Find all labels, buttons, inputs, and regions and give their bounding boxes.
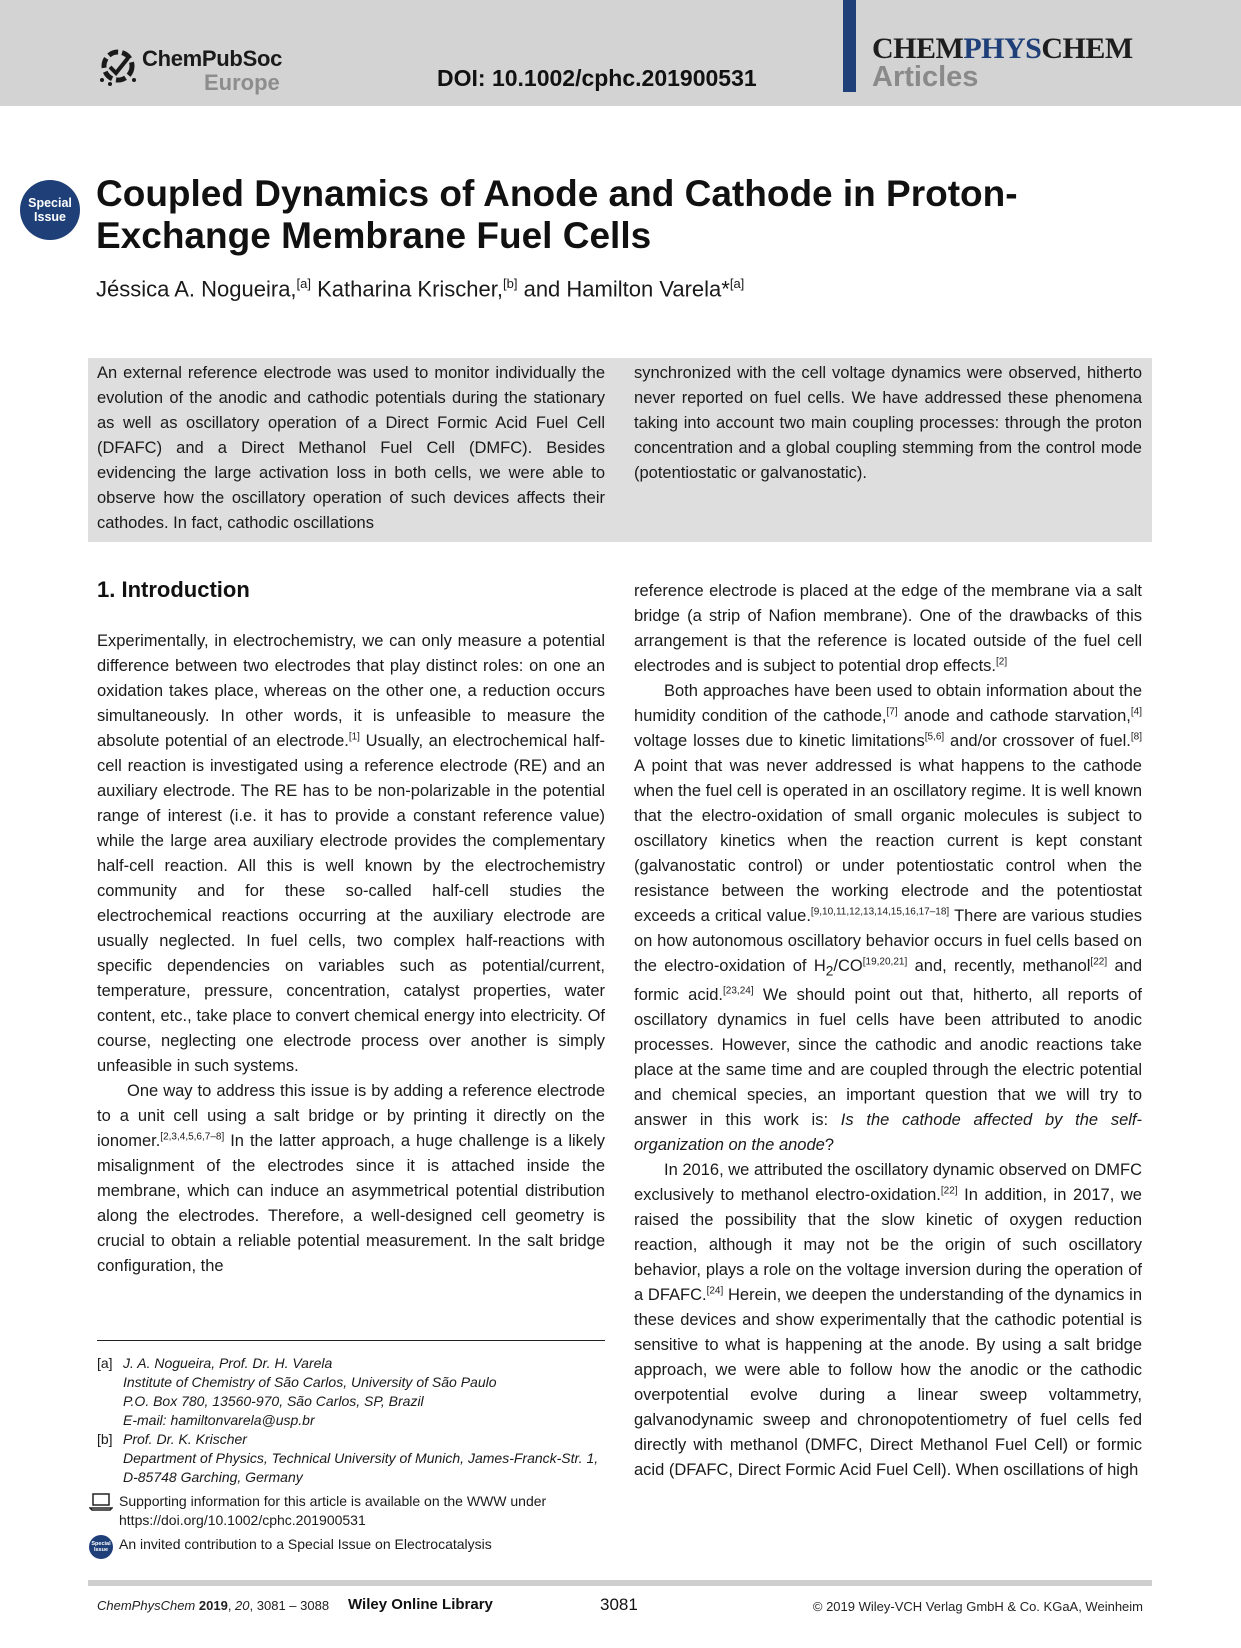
text: In addition, in 2017, we raised the possibility that the slow kinetic of oxygen reduction reaction, although it may not be the origin of such oscillatory behavior, plays a role on the voltage inversion during the operation of a DFAFC. xyxy=(634,1186,1142,1305)
body-column-left xyxy=(97,629,605,1279)
citation[interactable]: [22] xyxy=(940,1185,958,1197)
text: and formic acid. xyxy=(634,957,1142,1005)
email-link[interactable]: E-mail: hamiltonvarela@usp.br xyxy=(123,1412,315,1428)
affiliation-body xyxy=(123,1430,605,1487)
supporting-info-text[interactable]: Supporting information for this article is available on the WWW under https://doi.org/10.1002/cphc.201900531 xyxy=(119,1493,547,1528)
author-list xyxy=(96,276,744,302)
author-2: Katharina Krischer, xyxy=(311,276,503,302)
text: and/or crossover of fuel. xyxy=(944,732,1131,750)
footer-year: 2019 xyxy=(198,1598,228,1613)
footer-citation: ChemPhysChem 2019, 20, 3081 – 3088 xyxy=(97,1598,330,1613)
text: anode and cathode starvation, xyxy=(897,707,1131,725)
chempubsoc-logo-icon xyxy=(98,46,138,86)
footer-pages: 3081 – 3088 xyxy=(256,1598,330,1613)
abstract-right: synchronized with the cell voltage dynamics were observed, hitherto never reported on fuel cells. We have addressed these phenomena taking into account two main coupling processes: through the proton concentration and a global coupling stemming from the control mode (potentiostatic or galvanostatic). xyxy=(634,364,1142,482)
special-issue-text: An invited contribution to a Special Issue on Electrocatalysis xyxy=(119,1536,492,1552)
subscript: 2 xyxy=(825,963,834,979)
text: One way to address this issue is by adding a reference electrode to a unit cell using a salt bridge or by printing it directly on the ionomer. xyxy=(97,1082,605,1150)
publisher-sub: Europe xyxy=(204,70,280,95)
footnotes xyxy=(91,1354,605,1559)
text: voltage losses due to kinetic limitations xyxy=(634,732,925,750)
publisher-logo xyxy=(98,44,298,94)
abstract-left: An external reference electrode was used to monitor individually the evolution of the anodic and cathodic potentials during the stationary as well as oscillatory operation of a Direct Formic Acid Fuel Cell (DFAFC) and a Direct Methanol Fuel Cell (DMFC). Besides evidencing the large activation loss in both cells, we were able to observe how the oscillatory operation of such devices affects their cathodes. In fact, cathodic oscillations xyxy=(97,364,605,532)
citation[interactable]: [4] xyxy=(1130,706,1142,718)
laptop-icon xyxy=(89,1492,113,1512)
footer-journal: ChemPhysChem xyxy=(97,1598,196,1613)
publisher-name: ChemPubSoc xyxy=(142,46,283,71)
citation[interactable]: [2,3,4,5,6,7–8] xyxy=(160,1131,225,1143)
section-heading-introduction: 1. Introduction xyxy=(97,577,250,602)
doi[interactable]: DOI: 10.1002/cphc.201900531 xyxy=(437,65,757,91)
copyright: © 2019 Wiley-VCH Verlag GmbH & Co. KGaA, Weinheim xyxy=(812,1599,1143,1614)
affiliation-a xyxy=(97,1354,605,1430)
text: In the latter approach, a huge challenge is a likely misalignment of the electrodes since it is attached inside the membrane, which can induce an asymmetrical potential distribution along the electrodes. Therefore, a well-designed cell geometry is crucial to obtain a reliable potential measurement. In the salt bridge configuration, the xyxy=(97,1132,605,1275)
journal-accent-bar xyxy=(843,0,856,92)
badge-line1: Special xyxy=(28,196,72,210)
footer-rule xyxy=(88,1580,1152,1586)
author-3-affil: [a] xyxy=(729,276,745,291)
citation[interactable]: [23,24] xyxy=(723,985,754,997)
citation[interactable]: [19,20,21] xyxy=(862,956,908,968)
page-number: 3081 xyxy=(600,1595,638,1614)
paragraph xyxy=(634,579,1142,679)
journal-section: Articles xyxy=(872,61,979,93)
special-issue-notice xyxy=(91,1535,605,1559)
affiliation-line: J. A. Nogueira, Prof. Dr. H. Varela xyxy=(123,1355,333,1371)
text: and, recently, methanol xyxy=(907,957,1091,975)
paragraph xyxy=(634,679,1142,1158)
text: ? xyxy=(824,1136,835,1155)
research-question: Is the cathode affected by the self-organization on the anode xyxy=(634,1111,1142,1155)
citation[interactable]: [24] xyxy=(706,1285,724,1297)
special-issue-mini-badge xyxy=(89,1535,113,1559)
paragraph xyxy=(97,629,605,1079)
text: There are various studies on how autonomous oscillatory behavior occurs in fuel cells based on the electro-oxidation of H xyxy=(634,907,1142,975)
affiliation-b xyxy=(97,1430,605,1487)
citation[interactable]: [8] xyxy=(1130,731,1142,743)
mini-badge-line2: Issue xyxy=(93,1547,109,1553)
affiliation-line: Department of Physics, Technical University of Munich, James-Franck-Str. 1, D-85748 Garching, Germany xyxy=(123,1450,599,1485)
footer-volume: 20 xyxy=(235,1598,250,1613)
text: reference electrode is placed at the edge of the membrane via a salt bridge (a strip of Nafion membrane). One of the drawbacks of this arrangement is that the reference is located outside of the fuel cell electrodes and is subject to potential drop effects. xyxy=(634,582,1142,675)
footnote-rule xyxy=(97,1340,605,1341)
text: We should point out that, hitherto, all reports of oscillatory dynamics in fuel cells have been attributed to anodic processes. However, since the cathodic and anodic reactions take place at the same time and are coupled through the electric potential and chemical species, an important question that we will try to answer in this work is: xyxy=(634,986,1142,1130)
text: Experimentally, in electrochemistry, we can only measure a potential difference between two electrodes that play distinct roles: on one an oxidation takes place, whereas on the other one, a reduction occurs simultaneously. In other words, it is unfeasible to measure the absolute potential of an electrode. xyxy=(97,632,605,750)
text: A point that was never addressed is what happens to the cathode when the fuel cell is operated in an oscillatory regime. It is well known that the electro-oxidation of small organic molecules is subject to oscillatory kinetics when the reaction current is kept constant (galvanostatic control) or under potentiostatic control when the resistance between the working electrode and the potentiostat exceeds a critical value. xyxy=(634,757,1142,925)
affiliation-line: Prof. Dr. K. Krischer xyxy=(123,1431,247,1447)
body-column-right xyxy=(634,579,1142,1483)
text: /CO xyxy=(833,957,863,975)
article-title: Coupled Dynamics of Anode and Cathode in Proton-Exchange Membrane Fuel Cells xyxy=(96,173,1018,256)
author-3: and Hamilton Varela* xyxy=(517,276,730,302)
text: Both approaches have been used to obtain information about the humidity condition of the cathode, xyxy=(634,682,1142,725)
citation[interactable]: [5,6] xyxy=(924,731,945,743)
journal-name-part2: PHYS xyxy=(963,32,1042,65)
citation[interactable]: [2] xyxy=(996,656,1008,668)
special-issue-badge xyxy=(20,180,80,240)
citation[interactable]: [22] xyxy=(1090,956,1108,968)
journal-name-part1: CHEM xyxy=(872,32,964,65)
affiliation-label: [b] xyxy=(97,1431,113,1447)
mini-badge-line1: Special xyxy=(91,1541,111,1547)
citation[interactable]: [1] xyxy=(348,731,360,743)
citation[interactable]: [9,10,11,12,13,14,15,16,17–18] xyxy=(810,906,950,918)
journal-name-part3: CHEM xyxy=(1041,32,1133,65)
citation[interactable]: [7] xyxy=(886,706,898,718)
author-1-affil: [a] xyxy=(296,276,312,291)
wiley-online-library-link[interactable]: Wiley Online Library xyxy=(348,1596,493,1613)
author-1: Jéssica A. Nogueira, xyxy=(96,276,297,302)
text: Usually, an electrochemical half-cell reaction is investigated using a reference electrode (RE) and an auxiliary electrode. The RE has to be non-polarizable in the potential range of interest (i.e. it has to provide a constant reference value) while the large area auxiliary electrode provides the complementary half-cell reaction. All this is well known by the electrochemistry community and for these so-called half-cell studies the electrochemical reactions occurring at the auxiliary electrode are usually neglected. In fuel cells, two complex half-reactions with specific dependencies on variables such as potential/current, temperature, pressure, concentration, catalyst properties, water content, etc., take place to convert chemical energy into electricity. Of course, neglecting one electrode process over another is simply unfeasible in such systems. xyxy=(97,732,605,1075)
affiliation-body xyxy=(123,1354,497,1430)
supporting-info-notice xyxy=(97,1492,605,1530)
text: Herein, we deepen the understanding of the dynamics in these devices and show experimentally that the cathodic potential is sensitive to what is happening at the anode. By using a salt bridge approach, we were able to follow how the anodic or the cathodic overpotential evolve during a linear sweep voltammetry, galvanodynamic sweep and chronopotentiometry of fuel cells fed directly with methanol (DMFC, Direct Methanol Fuel Cell) or formic acid (DFAFC, Direct Formic Acid Fuel Cell). When oscillations of high xyxy=(634,1286,1142,1480)
author-2-affil: [b] xyxy=(503,276,518,291)
paragraph xyxy=(97,1079,605,1279)
affiliation-line: Institute of Chemistry of São Carlos, University of São Paulo xyxy=(123,1374,497,1390)
paragraph xyxy=(634,1158,1142,1483)
text: In 2016, we attributed the oscillatory dynamic observed on DMFC exclusively to methanol electro-oxidation. xyxy=(634,1161,1142,1205)
affiliation-label: [a] xyxy=(97,1355,113,1371)
affiliation-line: P.O. Box 780, 13560-970, São Carlos, SP, Brazil xyxy=(123,1393,424,1409)
special-issue-badge-icon xyxy=(89,1535,113,1559)
badge-line2: Issue xyxy=(34,210,66,224)
